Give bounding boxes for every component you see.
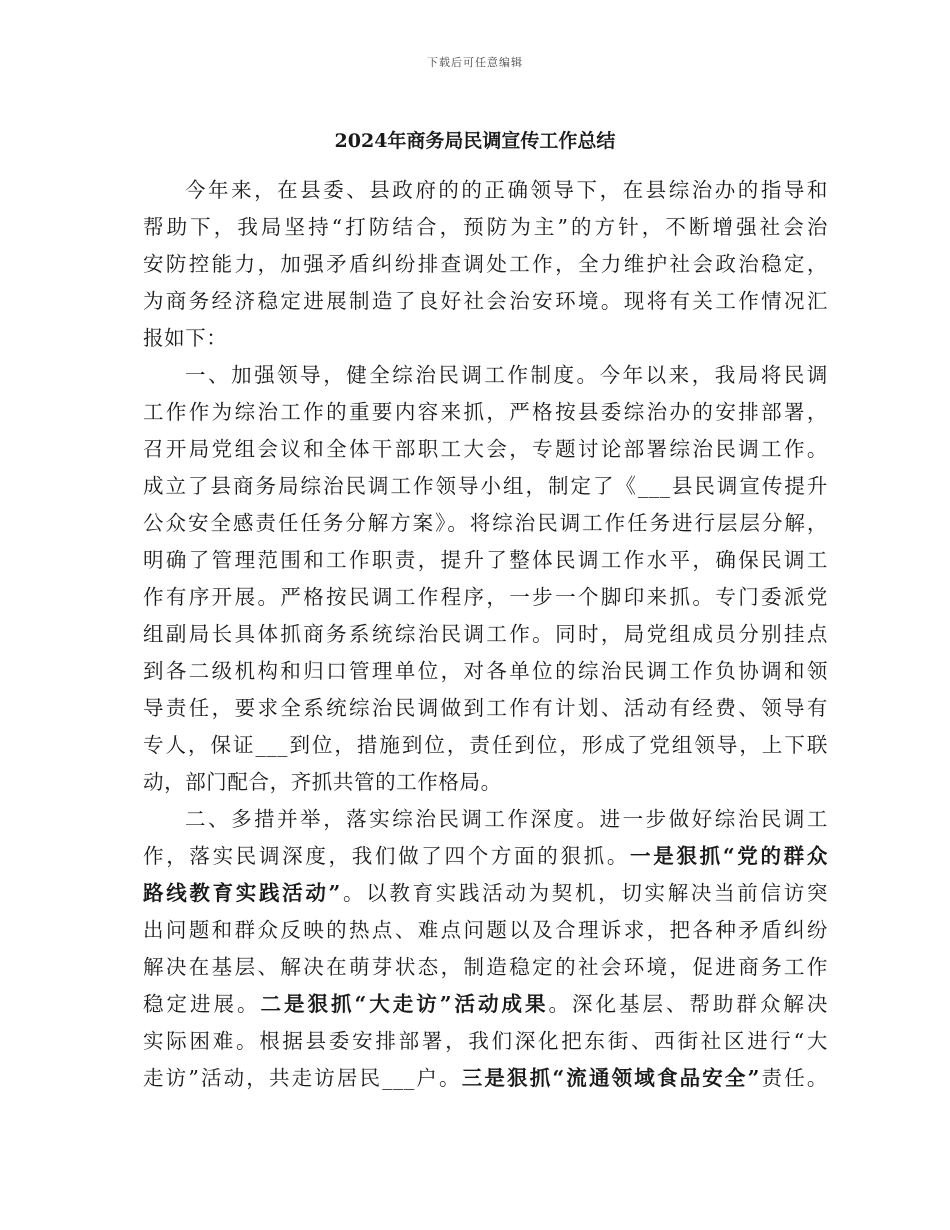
text-segment: 今年来，在县委、县政府的的正确领导下，在县综治办的指导和 (185, 178, 828, 202)
text-line (143, 394, 828, 431)
text-line (143, 1023, 828, 1060)
text-segment: 实际困难。根据县委安排部署，我们深化把东街、西街社区进行“大 (143, 1029, 828, 1053)
text-line (143, 320, 828, 357)
text-line (143, 172, 828, 209)
text-segment: 解决在基层、解决在萌芽状态，制造稳定的社会环境，促进商务工作 (143, 955, 828, 979)
text-line (143, 357, 828, 394)
text-segment: 安防控能力，加强矛盾纠纷排查调处工作，全力维护社会政治稳定， (143, 252, 828, 276)
text-line (143, 616, 828, 653)
text-line (143, 838, 828, 875)
text-line (143, 690, 828, 727)
text-segment: 稳定进展。 (143, 992, 261, 1016)
bold-text: 一是狠抓“党的群众 (630, 844, 828, 868)
text-line (143, 579, 828, 616)
text-segment: 工作作为综治工作的重要内容来抓，严格按县委综治办的安排部署， (143, 400, 828, 424)
text-segment: 一、加强领导，健全综治民调工作制度。今年以来，我局将民调 (185, 363, 828, 387)
text-segment: 作有序开展。严格按民调工作程序，一步一个脚印来抓。专门委派党 (143, 585, 828, 609)
text-segment: 报如下： (143, 326, 228, 350)
text-segment: 动，部门配合，齐抓共管的工作格局。 (143, 770, 502, 794)
bold-text: 路线教育实践活动” (143, 881, 341, 905)
text-line (143, 283, 828, 320)
text-segment: 明确了管理范围和工作职责，提升了整体民调工作水平，确保民调工 (143, 548, 828, 572)
text-line (143, 246, 828, 283)
text-segment: 到各二级机构和归口管理单位，对各单位的综治民调工作负协调和领 (143, 659, 828, 683)
text-line (143, 875, 828, 912)
text-line (143, 1060, 828, 1097)
text-segment: 出问题和群众反映的热点、难点问题以及合理诉求，把各种矛盾纠纷 (143, 918, 828, 942)
text-line (143, 764, 828, 801)
bold-text: 三是狠抓“流通领域食品安全” (461, 1066, 760, 1090)
text-segment: 召开局党组会议和全体干部职工大会，专题讨论部署综治民调工作。 (143, 437, 828, 461)
text-line (143, 727, 828, 764)
text-segment: 组副局长具体抓商务系统综治民调工作。同时，局党组成员分别挂点 (143, 622, 828, 646)
text-segment: 责任。 (760, 1066, 828, 1090)
document-body (143, 172, 828, 1097)
text-segment: 。深化基层、帮助群众解决 (548, 992, 828, 1016)
text-segment: 导责任，要求全系统综治民调做到工作有计划、活动有经费、领导有 (143, 696, 828, 720)
text-segment: 走访”活动，共走访居民___户。 (143, 1066, 462, 1090)
page-header-note: 下载后可任意编辑 (427, 56, 523, 69)
text-segment: 为商务经济稳定进展制造了良好社会治安环境。现将有关工作情况汇 (143, 289, 828, 313)
text-line (143, 801, 828, 838)
text-line (143, 653, 828, 690)
text-segment: 专人，保证___到位，措施到位，责任到位，形成了党组领导，上下联 (143, 733, 828, 757)
text-line (143, 542, 828, 579)
text-segment: 二、多措并举，落实综治民调工作深度。进一步做好综治民调工 (185, 807, 828, 831)
text-line (143, 986, 828, 1023)
text-line (143, 209, 828, 246)
text-line (143, 949, 828, 986)
text-segment: 帮助下，我局坚持“打防结合，预防为主”的方针，不断增强社会治 (143, 215, 828, 239)
text-segment: 作，落实民调深度，我们做了四个方面的狠抓。 (143, 844, 631, 868)
text-segment: 。以教育实践活动为契机，切实解决当前信访突 (340, 881, 828, 905)
text-line (143, 505, 828, 542)
text-line (143, 431, 828, 468)
text-line (143, 468, 828, 505)
text-segment: 公众安全感责任任务分解方案》。将综治民调工作任务进行层层分解， (143, 511, 828, 535)
bold-text: 二是狠抓“大走访”活动成果 (260, 992, 549, 1016)
document-title: 2024年商务局民调宣传工作总结 (334, 130, 616, 152)
text-segment: 成立了县商务局综治民调工作领导小组，制定了《___县民调宣传提升 (143, 474, 828, 498)
text-line (143, 912, 828, 949)
